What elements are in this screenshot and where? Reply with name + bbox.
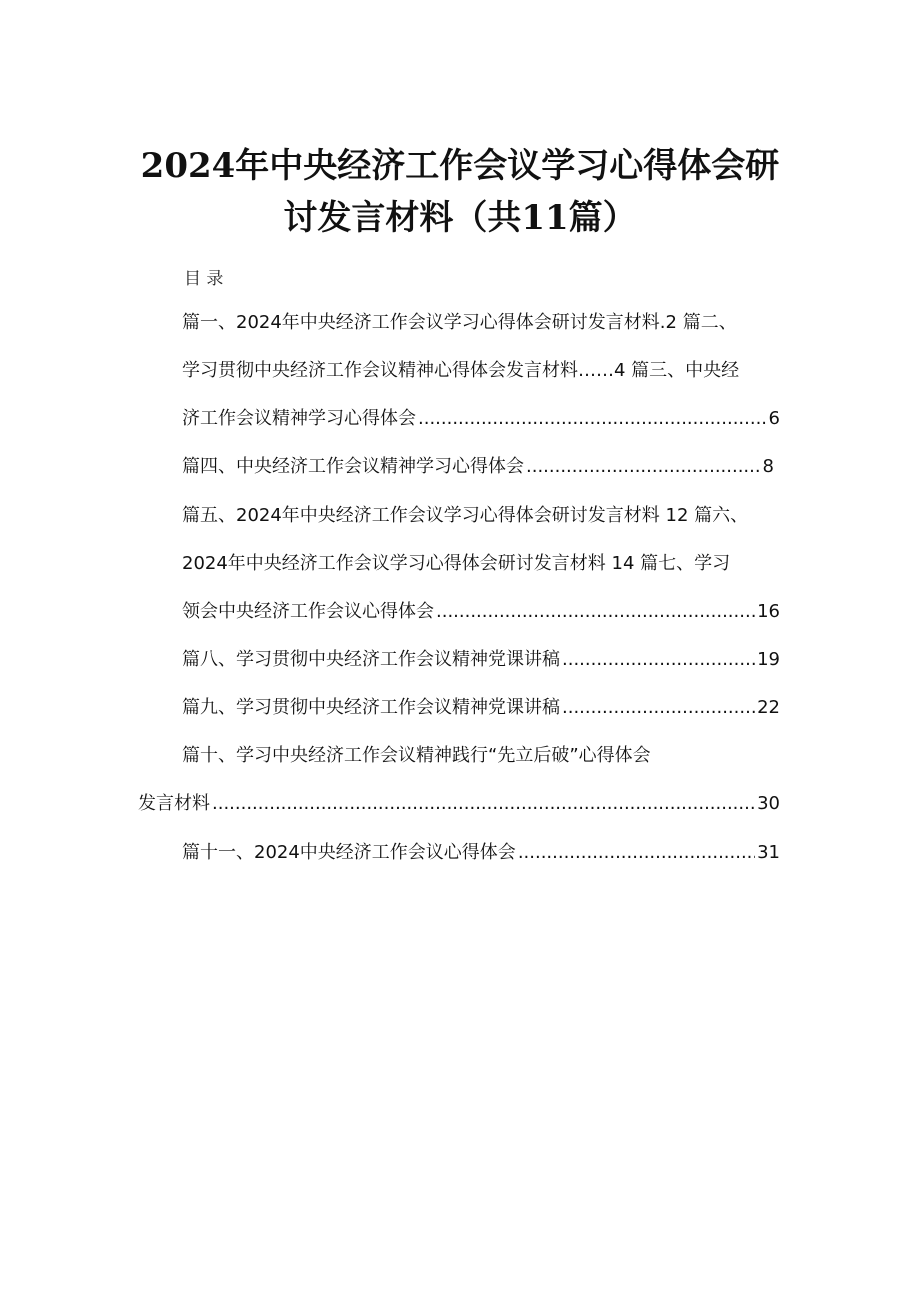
toc-entry-text: 篇八、学习贯彻中央经济工作会议精神党课讲稿 [182,649,560,670]
toc-entry-3[interactable] [182,406,780,432]
toc-entry-text: 发言材料 [138,793,210,814]
toc-leader-dots [212,791,755,817]
toc-line-5[interactable]: 篇五、2024年中央经济工作会议学习心得体会研讨发言材料 12 篇六、 [182,505,749,526]
document-title-line-1: 2024年中央经济工作会议学习心得体会研 [140,146,780,186]
toc-entry-11[interactable] [138,791,780,817]
toc-entry-text: 领会中央经济工作会议心得体会 [182,601,434,622]
toc-label: 目 录 [184,269,224,289]
toc-leader-dots [436,599,755,625]
toc-entry-9[interactable] [182,695,780,721]
toc-leader-dots [518,840,755,866]
toc-page-number: 31 [757,842,780,863]
toc-page-number: 19 [757,649,780,670]
toc-page-number: 30 [757,793,780,814]
toc-entry-12[interactable] [182,840,780,866]
toc-entry-7[interactable] [182,599,780,625]
toc-entry-text: 篇十一、2024中央经济工作会议心得体会 [182,842,516,863]
toc-leader-dots [526,454,761,480]
toc-page-number: 8 [762,456,774,477]
toc-entry-text: 篇四、中央经济工作会议精神学习心得体会 [182,456,524,477]
toc-page-number: 16 [757,601,780,622]
toc-leader-dots [562,647,755,673]
toc-entry-8[interactable] [182,647,780,673]
toc-leader-dots [418,406,767,432]
toc-leader-dots [562,695,755,721]
toc-entry-text: 篇九、学习贯彻中央经济工作会议精神党课讲稿 [182,697,560,718]
toc-entry-4[interactable] [182,454,774,480]
toc-entry-text: 济工作会议精神学习心得体会 [182,408,416,429]
toc-line-2[interactable]: 学习贯彻中央经济工作会议精神心得体会发言材料……4 篇三、中央经 [182,360,740,381]
document-title-line-2: 讨发言材料（共11篇） [283,198,637,238]
toc-line-6[interactable]: 2024年中央经济工作会议学习心得体会研讨发言材料 14 篇七、学习 [182,553,731,574]
toc-page-number: 22 [757,697,780,718]
toc-page-number: 6 [768,408,780,429]
toc-line-10[interactable]: 篇十、学习中央经济工作会议精神践行“先立后破”心得体会 [182,745,651,766]
toc-line-1[interactable]: 篇一、2024年中央经济工作会议学习心得体会研讨发言材料.2 篇二、 [182,312,737,333]
